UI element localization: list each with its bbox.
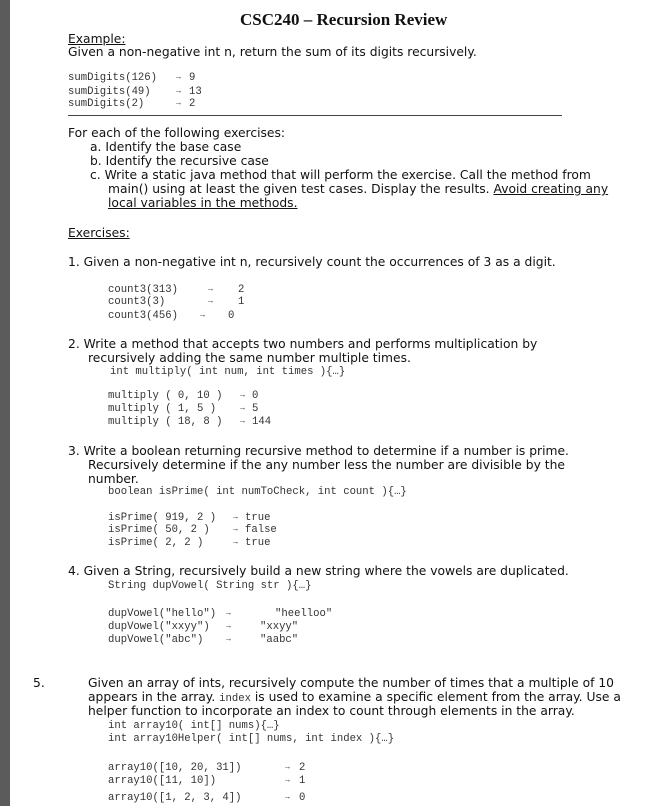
example-result: 0 (299, 792, 306, 804)
example-result: "aabc" (260, 634, 299, 646)
example-result: 13 (189, 86, 202, 98)
example-result: 1 (299, 775, 306, 787)
exercise-2-text: 2. Write a method that accepts two numbers and performs multiplication by (68, 337, 538, 351)
exercise-5-text: Given an array of ints, recursively compute the number of times that a multiple of 10 (88, 676, 614, 690)
example-description: Given a non-negative int n, return the sum of its digits recursively. (68, 45, 477, 59)
example-heading: Example: (68, 32, 126, 46)
example-result: 9 (189, 72, 196, 84)
exercise-1-text: 1. Given a non-negative int n, recursively count the occurrences of 3 as a digit. (68, 255, 556, 269)
example-call: sumDigits(126) (68, 72, 158, 84)
instruction-a: a. Identify the base case (90, 140, 242, 154)
exercise-4-text: 4. Given a String, recursively build a new string where the vowels are duplicated. (68, 564, 569, 578)
method-signature: int multiply( int num, int times ){…} (110, 366, 346, 378)
exercise-3-text: 3. Write a boolean returning recursive method to determine if a number is prime. (68, 444, 569, 458)
exercise-5-number: 5. (33, 676, 45, 690)
example-call: multiply ( 1, 5 ) (108, 403, 217, 415)
arrow-icon: → (176, 73, 181, 82)
example-result: 2 (238, 284, 245, 296)
exercise-3-text-end: number. (88, 472, 139, 486)
example-call: array10([10, 20, 31]) (108, 762, 242, 774)
arrow-icon: → (285, 763, 290, 772)
arrow-icon: → (240, 404, 245, 413)
arrow-icon: → (226, 635, 231, 644)
page-title: CSC240 – Recursion Review (240, 10, 448, 29)
example-call: dupVowel("abc") (108, 634, 204, 646)
arrow-icon: → (176, 87, 181, 96)
exercise-5-text-end: helper function to incorporate an index to count through elements in the array. (88, 704, 575, 718)
example-result: "heelloo" (275, 608, 333, 620)
method-signature: int array10Helper( int[] nums, int index ){…} (108, 733, 395, 745)
arrow-icon: → (226, 609, 231, 618)
example-call: count3(3) (108, 296, 166, 308)
exercises-heading: Exercises: (68, 226, 130, 240)
arrow-icon: → (233, 525, 238, 534)
exercise-3-text-continued: Recursively determine if the any number less the number are divisible by the (88, 458, 565, 472)
example-result: "xxyy" (260, 621, 299, 633)
example-result: 2 (189, 98, 196, 110)
example-result: 2 (299, 762, 306, 774)
example-result: true (245, 537, 271, 549)
example-result: 0 (252, 390, 259, 402)
example-call: isPrime( 919, 2 ) (108, 512, 217, 524)
example-call: count3(313) (108, 284, 178, 296)
arrow-icon: → (285, 776, 290, 785)
instructions-intro: For each of the following exercises: (68, 126, 286, 140)
example-call: sumDigits(2) (68, 98, 145, 110)
exercise-2-text-continued: recursively adding the same number multiple times. (88, 351, 411, 365)
method-signature: boolean isPrime( int numToCheck, int count ){…} (108, 486, 407, 498)
arrow-icon: → (226, 622, 231, 631)
arrow-icon: → (200, 311, 205, 320)
example-call: array10([1, 2, 3, 4]) (108, 792, 242, 804)
arrow-icon: → (208, 297, 213, 306)
arrow-icon: → (176, 99, 181, 108)
instruction-c-underlined: local variables in the methods. (108, 196, 298, 210)
example-call: multiply ( 0, 10 ) (108, 390, 223, 402)
exercise-5-text-continued: appears in the array. index is used to examine a specific element from the array. Use a (88, 690, 621, 705)
example-call: sumDigits(49) (68, 86, 151, 98)
method-signature: String dupVowel( String str ){…} (108, 580, 312, 592)
arrow-icon: → (233, 513, 238, 522)
example-result: 0 (228, 310, 235, 322)
instruction-c-continued: main() using at least the given test cases. Display the results. Avoid creating any (108, 182, 609, 196)
arrow-icon: → (285, 793, 290, 802)
arrow-icon: → (240, 417, 245, 426)
arrow-icon: → (240, 391, 245, 400)
arrow-icon: → (208, 285, 213, 294)
arrow-icon: → (233, 538, 238, 547)
example-call: dupVowel("xxyy") (108, 621, 210, 633)
example-result: 1 (238, 296, 245, 308)
horizontal-divider (68, 115, 562, 116)
example-call: dupVowel("hello") (108, 608, 217, 620)
example-result: 5 (252, 403, 259, 415)
example-result: true (245, 512, 271, 524)
example-result: 144 (252, 416, 272, 428)
instruction-c: c. Write a static java method that will perform the exercise. Call the method from (90, 168, 591, 182)
example-call: count3(456) (108, 310, 178, 322)
example-result: false (245, 524, 277, 536)
method-signature: int array10( int[] nums){…} (108, 720, 280, 732)
instruction-b: b. Identify the recursive case (90, 154, 269, 168)
page-gutter (0, 0, 10, 806)
example-call: isPrime( 2, 2 ) (108, 537, 204, 549)
example-call: isPrime( 50, 2 ) (108, 524, 210, 536)
example-call: multiply ( 18, 8 ) (108, 416, 223, 428)
example-call: array10([11, 10]) (108, 775, 217, 787)
